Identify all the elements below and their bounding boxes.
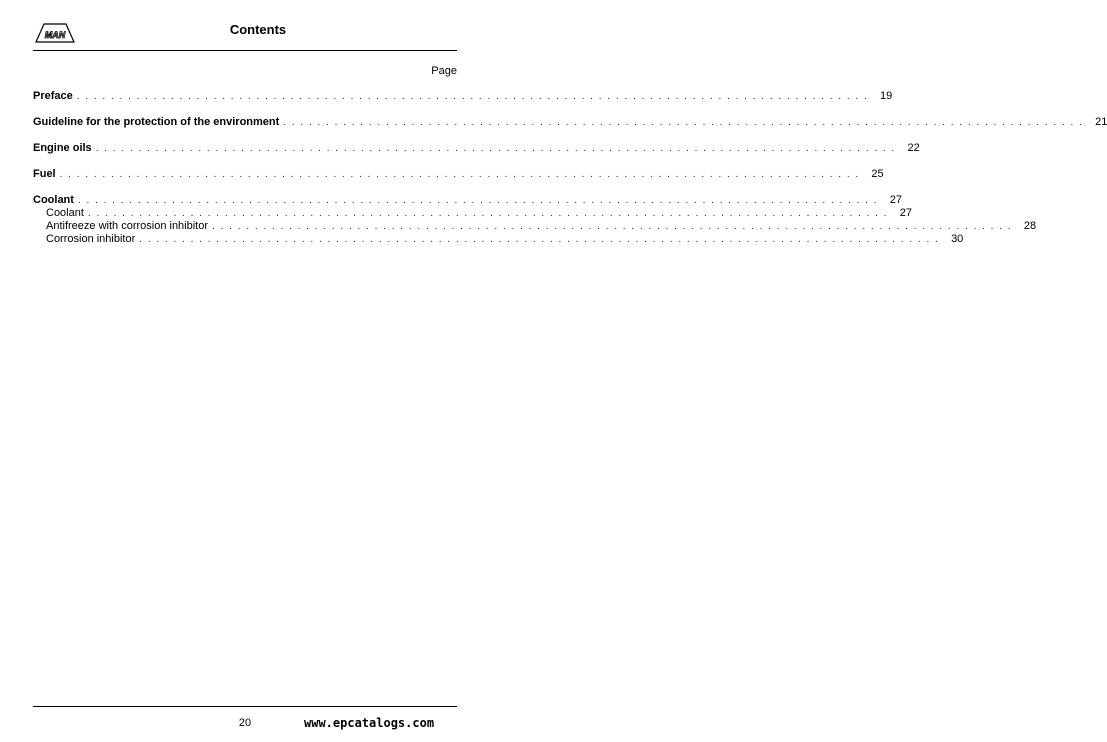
toc-entry-page: 28 (1023, 220, 1037, 232)
dot-leader: . . . . . . . . . . . . . . . . . . . . . . . . . . . . . . . . . . . . . . . . . . . . . . . . . . . . . . . . . . . . . . . . . . . . . . . . . . . . . . . . . . . . . . . . . . . . . . (95, 143, 896, 154)
dot-leader: . . . . . . . . . . . . . . . . . . . . . . . . . . . . . . . . . . . . . . . . . . . . . . . . . . . . . . . . . . . . . . . . . . . . . . . . . . . . . . . . . . . . . . . . . . . . . (76, 91, 869, 102)
toc-entry-page: 21 (1095, 116, 1107, 128)
table-of-contents (33, 90, 1107, 246)
toc-entry-page: 30 (951, 233, 964, 245)
dot-leader: . . . . . . . . . . . . . . . . . . . . . . . . . . . . . . . . . . . . . . . . . . . . . . . . . . . . . . . . . . . . . . . . . . . . . . . . . . . . . . . . . . . . . . . . . . . . . . (283, 117, 1084, 128)
toc-entry-label: Corrosion inhibitor (46, 233, 136, 245)
logo-text: MAN (44, 30, 66, 40)
dot-leader: . . . . . . . . . . . . . . . . . . . . . . . . . . . . . . . . . . . . . . . . . . . . . . . . . . . . . . . . . . . . . . . . . . . . . . . . . . . . . . . . . . . . . . . . . . . . . . (212, 221, 1013, 232)
toc-entry-engine-oils[interactable] (33, 142, 920, 155)
toc-entry-label: Guideline for the protection of the environment (33, 116, 280, 128)
footer-page-number: 20 (238, 717, 252, 729)
toc-entry-label: Antifreeze with corrosion inhibitor (46, 220, 209, 232)
toc-entry-label: Coolant (46, 207, 84, 219)
page-title: Contents (229, 22, 287, 37)
toc-entry-page: 27 (899, 207, 912, 219)
toc-entry-label: Engine oils (33, 142, 92, 154)
toc-entry-page: 19 (880, 90, 893, 102)
dot-leader: . . . . . . . . . . . . . . . . . . . . . . . . . . . . . . . . . . . . . . . . . . . . . . . . . . . . . . . . . . . . . . . . . . . . . . . . . . . . . . . . . . . . . . . . . . . . . . (77, 195, 878, 206)
toc-entry-preface[interactable] (33, 90, 893, 103)
header-divider (33, 50, 457, 51)
toc-subentry-corrosion-inhibitor[interactable] (33, 233, 964, 246)
dot-leader: . . . . . . . . . . . . . . . . . . . . . . . . . . . . . . . . . . . . . . . . . . . . . . . . . . . . . . . . . . . . . . . . . . . . . . . . . . . . . . . . . . . . . . . . . . . . . . (59, 169, 860, 180)
toc-entry-environment[interactable] (33, 116, 1107, 129)
watermark-text: www.epcatalogs.com (304, 716, 435, 730)
toc-entry-coolant[interactable] (33, 194, 902, 207)
footer-divider (33, 706, 457, 707)
toc-entry-page: 27 (889, 194, 902, 206)
toc-entry-page: 25 (871, 168, 884, 180)
toc-subentry-antifreeze[interactable] (33, 220, 1037, 233)
toc-subentry-coolant[interactable] (33, 207, 912, 220)
toc-entry-label: Preface (33, 90, 73, 102)
toc-entry-label: Coolant (33, 194, 74, 206)
dot-leader: . . . . . . . . . . . . . . . . . . . . . . . . . . . . . . . . . . . . . . . . . . . . . . . . . . . . . . . . . . . . . . . . . . . . . . . . . . . . . . . . . . . . . . . . . . . . . . (87, 208, 888, 219)
toc-entry-page: 22 (907, 142, 920, 154)
page-column-label: Page (431, 65, 457, 77)
dot-leader: . . . . . . . . . . . . . . . . . . . . . . . . . . . . . . . . . . . . . . . . . . . . . . . . . . . . . . . . . . . . . . . . . . . . . . . . . . . . . . . . . . . . . . . . . . . . . . (139, 234, 940, 245)
toc-entry-label: Fuel (33, 168, 56, 180)
toc-entry-fuel[interactable] (33, 168, 884, 181)
